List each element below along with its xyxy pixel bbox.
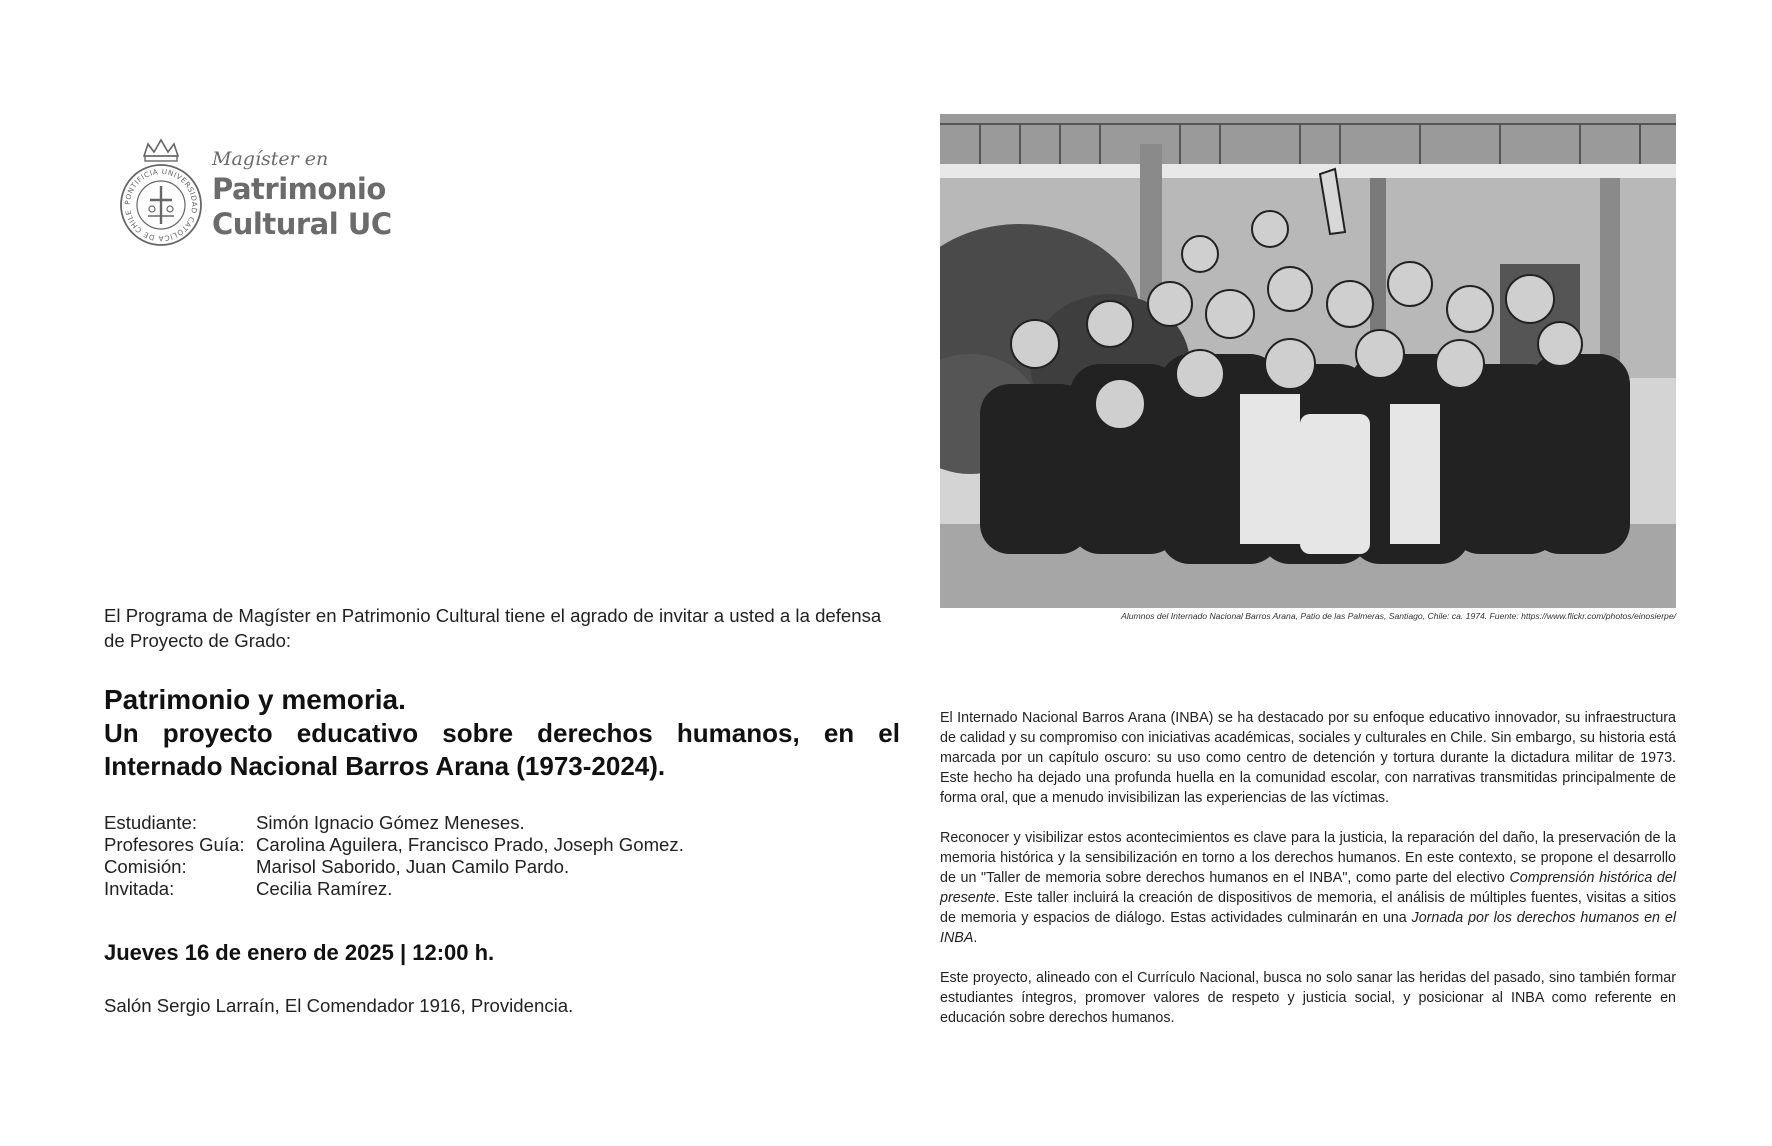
role-label: Comisión: bbox=[104, 856, 187, 877]
committee-row bbox=[104, 812, 904, 834]
description-paragraph-2 bbox=[940, 828, 1676, 948]
program-logo bbox=[118, 132, 418, 252]
students-photo-illustration bbox=[940, 114, 1676, 608]
paragraph-2-text-b: . Este taller incluirá la creación de dispositivos de memoria, el análisis de múltiples fuentes, visitas a sitios de memoria y espacios de diálogo. Estas actividades culminarán en una bbox=[940, 890, 1676, 926]
role-label: Estudiante: bbox=[104, 812, 198, 833]
elective-name: Comprensión histórica del presente bbox=[940, 870, 1676, 906]
role-label: Profesores Guía: bbox=[104, 834, 245, 855]
event-name: Jornada por los derechos humanos en el INBA bbox=[940, 910, 1676, 946]
description-paragraph-1: El Internado Nacional Barros Arana (INBA) se ha destacado por su enfoque educativo innovador, su infraestructura de calidad y su compromiso con iniciativas académicas, sociales y culturales en Chile. Sin embargo, su historia está marcada por un capítulo oscuro: su uso como centro de detención y tortura durante la dictadura militar de 1973. Este hecho ha dejado una profunda huella en la comunidad escolar, con narrativas transmitidas principalmente de forma oral, que a menudo invisibilizan las experiencias de las víctimas. bbox=[940, 710, 1676, 806]
committee-row bbox=[104, 878, 904, 900]
paragraph-2-text-c: . bbox=[973, 930, 978, 946]
logo-prefix: Magíster en bbox=[212, 148, 329, 170]
event-venue: Salón Sergio Larraín, El Comendador 1916, Providencia. bbox=[104, 995, 574, 1016]
photo-caption: Alumnos del Internado Nacional Barros Arana, Patio de las Palmeras, Santiago, Chile: ca. 1974. Fuente: https://www.flickr.com/photos/einosierpe/ bbox=[1121, 611, 1676, 621]
invitation-intro: El Programa de Magíster en Patrimonio Cultural tiene el agrado de invitar a usted a la defensa de Proyecto de Grado: bbox=[104, 605, 882, 651]
university-seal-icon bbox=[118, 134, 204, 250]
logo-title-line2: Cultural UC bbox=[212, 207, 392, 241]
seal-text: PONTIFICIA UNIVERSIDAD CATÓLICA DE CHILE bbox=[122, 166, 200, 244]
committee-list bbox=[104, 812, 904, 900]
project-description bbox=[940, 708, 1676, 1048]
role-names: Marisol Saborido, Juan Camilo Pardo. bbox=[256, 856, 570, 877]
role-label: Invitada: bbox=[104, 878, 175, 899]
role-names: Carolina Aguilera, Francisco Prado, Joseph Gomez. bbox=[256, 834, 684, 855]
paragraph-2-text-a: Reconocer y visibilizar estos acontecimientos es clave para la justicia, la reparación del daño, la preservación de la memoria histórica y la sensibilización en torno a los derechos humanos. En este contexto, se propone el desarrollo de un "Taller de memoria sobre derechos humanos en el INBA", como parte del electivo bbox=[940, 830, 1676, 886]
title-subtitle: Un proyecto educativo sobre derechos humanos, en el Internado Nacional Barros Arana (1973-2024). bbox=[104, 718, 900, 781]
committee-row bbox=[104, 834, 904, 856]
logo-title bbox=[212, 172, 392, 242]
role-names: Cecilia Ramírez. bbox=[256, 878, 393, 899]
project-title bbox=[104, 682, 900, 783]
historical-photo bbox=[940, 114, 1676, 608]
role-names: Simón Ignacio Gómez Meneses. bbox=[256, 812, 525, 833]
event-date: Jueves 16 de enero de 2025 | 12:00 h. bbox=[104, 940, 495, 965]
committee-row bbox=[104, 856, 904, 878]
title-main: Patrimonio y memoria. bbox=[104, 684, 406, 715]
description-paragraph-3: Este proyecto, alineado con el Currículo Nacional, busca no solo sanar las heridas del pasado, sino también formar estudiantes íntegros, promover valores de respeto y justicia social, y posicionar al INBA como referente en educación sobre derechos humanos. bbox=[940, 970, 1676, 1026]
logo-title-line1: Patrimonio bbox=[212, 172, 386, 206]
